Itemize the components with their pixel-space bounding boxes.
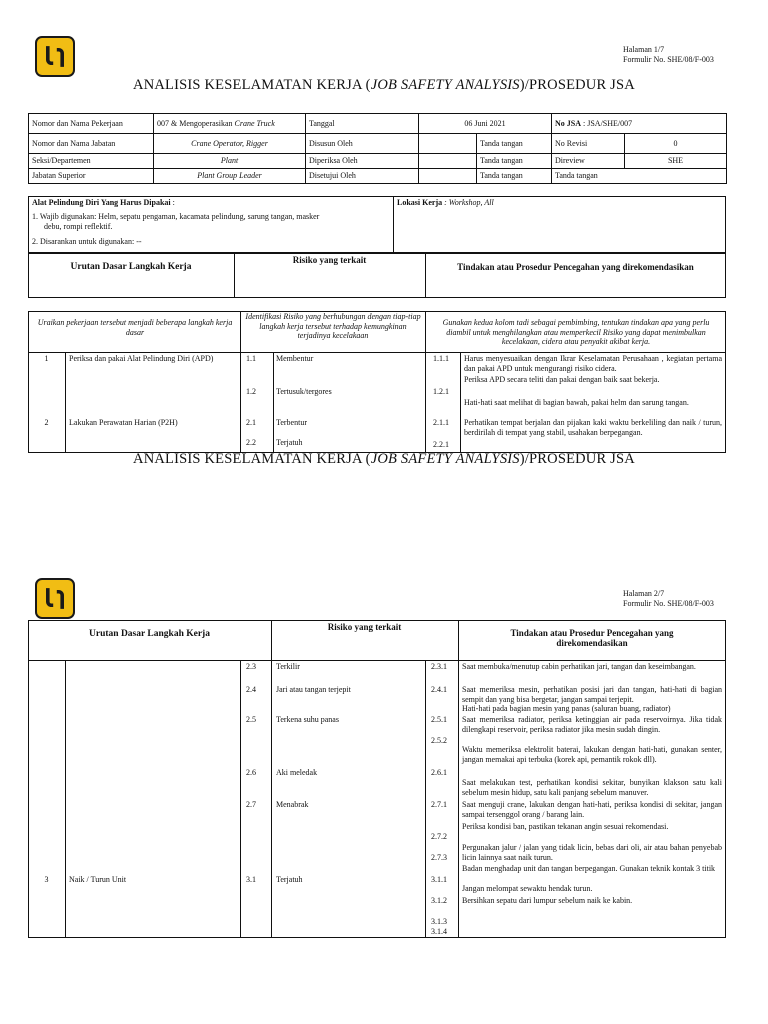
action-text: Waktu memeriksa elektrolit baterai, lakukan dengan hati-hati, gunakan senter, jangan memakai api terbuka (korek api, pemantik rokok dll). — [462, 745, 722, 764]
ppe-title: Alat Pelindung Diri Yang Harus Dipakai : — [32, 198, 175, 207]
action-number: 2.6.1 — [431, 768, 447, 777]
action-number: 2.5.1 — [431, 715, 447, 724]
form-number: Formulir No. SHE/08/F-003 — [623, 55, 714, 64]
work-location: Lokasi Kerja : Workshop, All — [397, 198, 494, 207]
date-label: Tanggal — [306, 114, 419, 134]
step-number: 2 — [44, 418, 49, 427]
position-label: Nomor dan Nama Jabatan — [29, 134, 154, 154]
divider — [458, 620, 459, 938]
job-label: Nomor dan Nama Pekerjaan — [29, 114, 154, 134]
reviewer-label: Direview — [552, 154, 625, 169]
risk-number: 2.6 — [246, 768, 256, 777]
job-value: 007 & Mengoperasikan Crane Truck — [154, 114, 306, 134]
col-header-actions: Tindakan atau Prosedur Pencegahan yang direkomendasikan — [510, 628, 674, 649]
divider — [460, 352, 461, 453]
page-number: Halaman 1/7 — [623, 45, 665, 54]
risk-text: Terbentur — [276, 418, 307, 427]
action-number: 3.1.2 — [431, 896, 447, 905]
guide-risks: Identifikasi Risiko yang berhubungan dengan tiap-tiap langkah kerja tersebut terhadap kemungkinan terjadinya kecelakaan — [245, 312, 421, 340]
company-logo-icon — [35, 578, 75, 619]
action-number: 3.1.4 — [431, 927, 447, 936]
divider — [65, 352, 66, 453]
step-text: Lakukan Perawatan Harian (P2H) — [69, 418, 178, 427]
col-header-risks: Risiko yang terkait — [327, 622, 402, 632]
col-header-actions: Tindakan atau Prosedur Pencegahan yang direkomendasikan — [457, 262, 694, 272]
risk-number: 2.2 — [246, 438, 256, 447]
divider — [28, 660, 726, 661]
superior-label: Jabatan Superior — [29, 169, 154, 184]
page-number: Halaman 2/7 — [623, 589, 665, 598]
date-value: 06 Juni 2021 — [419, 114, 552, 134]
action-text: Saat melakukan test, perhatikan kondisi sekitar, bunyikan klakson satu kali sebelum mesin hidup, satu kali panjang sebelum manuver. — [462, 778, 722, 797]
action-number: 2.3.1 — [431, 662, 447, 671]
sign-label: Tanda tangan — [477, 134, 552, 154]
risk-number: 1.1 — [246, 354, 256, 363]
action-number: 2.5.2 — [431, 736, 447, 745]
document-title: ANALISIS KESELAMATAN KERJA (JOB SAFETY ANALYSIS)/PROSEDUR JSA — [133, 77, 635, 93]
action-text: Periksa kondisi ban, pastikan tekanan angin sesuai rekomendasi. — [462, 822, 669, 831]
action-text: Perhatikan tempat berjalan dan pijakan kaki waktu berkeliling dan naik / turun, berdirilah di tempat yang stabil, usahakan berpegangan. — [464, 418, 722, 437]
action-text: Pergunakan jalur / jalan yang tidak licin, bebas dari oli, air atau bahan penyebab licin lainnya saat naik turun. — [462, 843, 722, 862]
action-text: Saat memeriksa radiator, periksa ketinggian air pada reservoirnya. Jika tidak dilengkapi reservoir, periksa radiator jika mesin sudah dingin. — [462, 715, 722, 734]
action-number: 2.7.2 — [431, 832, 447, 841]
reviewer-value: SHE — [625, 154, 727, 169]
jsa-number: No JSA : JSA/SHE/007 — [552, 114, 727, 134]
section-value: Plant — [154, 154, 306, 169]
approved-label: Disetujui Oleh — [306, 169, 419, 184]
risk-number: 2.5 — [246, 715, 256, 724]
section-label: Seksi/Departemen — [29, 154, 154, 169]
form-number: Formulir No. SHE/08/F-003 — [623, 599, 714, 608]
col-header-steps: Urutan Dasar Langkah Kerja — [89, 629, 210, 639]
action-text: Bersihkan sepatu dari lumpur sebelum naik ke kabin. — [462, 896, 633, 905]
divider — [240, 311, 241, 453]
divider — [240, 660, 241, 938]
action-text: Periksa APD secara teliti dan pakai dengan baik saat bekerja. — [464, 375, 660, 384]
risk-number: 2.4 — [246, 685, 256, 694]
risk-number: 3.1 — [246, 875, 256, 884]
divider — [393, 196, 394, 253]
risk-number: 2.7 — [246, 800, 256, 809]
action-text: Harus menyesuaikan dengan Ikrar Keselamatan Perusahaan , kegiatan pertama dan pakai APD untuk mengurangi risiko cidera. — [464, 354, 722, 373]
risk-text: Terjatuh — [276, 438, 303, 447]
col-header-risks: Risiko yang terkait — [292, 255, 367, 265]
sign-label: Tanda tangan — [477, 154, 552, 169]
step-text: Naik / Turun Unit — [69, 875, 127, 884]
prepared-value — [419, 134, 477, 154]
risk-number: 1.2 — [246, 387, 256, 396]
action-number: 2.7.3 — [431, 853, 447, 862]
superior-value: Plant Group Leader — [154, 169, 306, 184]
sign-label: Tanda tangan — [552, 169, 727, 184]
divider — [425, 660, 426, 938]
sign-label: Tanda tangan — [477, 169, 552, 184]
divider — [271, 620, 272, 938]
position-value: Crane Operator, Rigger — [154, 134, 306, 154]
risk-text: Aki meledak — [276, 768, 318, 777]
risk-text: Terkilir — [276, 662, 300, 671]
action-number: 2.7.1 — [431, 800, 447, 809]
divider — [28, 352, 726, 353]
guide-actions: Gunakan kedua kolom tadi sebagai pembimbing, tentukan tindakan apa yang perlu diambil untuk menghilangkan atau memperkecil Risiko yang dapat menimbulkan kecelakaan, cidera atau penyakit akibat kerja. — [442, 318, 710, 346]
risk-text: Menabrak — [276, 800, 309, 809]
step-number: 1 — [44, 354, 49, 363]
action-text: Saat membuka/menutup cabin perhatikan jari, tangan dan keseimbangan. — [462, 662, 696, 671]
guide-steps: Uraikan pekerjaan tersebut menjadi beberapa langkah kerja dasar — [37, 318, 233, 337]
action-text: Badan menghadap unit dan tangan berpegangan. Gunakan teknik kontak 3 titik — [462, 864, 716, 873]
checked-label: Diperiksa Oleh — [306, 154, 419, 169]
action-number: 2.4.1 — [431, 685, 447, 694]
col-header-steps: Urutan Dasar Langkah Kerja — [70, 262, 192, 272]
divider — [65, 660, 66, 938]
action-text: Saat menguji crane, lakukan dengan hati-hati, periksa kondisi di sekitar, jangan sampai tersenggol orang / barang lain. — [462, 800, 722, 819]
risk-text: Terjatuh — [276, 875, 303, 884]
prepared-label: Disusun Oleh — [306, 134, 419, 154]
risk-text: Jari atau tangan terjepit — [276, 685, 351, 694]
risk-number: 2.1 — [246, 418, 256, 427]
action-number: 3.1.3 — [431, 917, 447, 926]
action-text: Jangan melompat sewaktu hendak turun. — [462, 884, 593, 893]
action-text: Saat memeriksa mesin, perhatikan posisi jari dan tangan, hati-hati di bagian sempit dan yang bisa bergetar, jangan sampai terjepit. — [462, 685, 722, 704]
ppe-item-2: 2. Disarankan untuk digunakan: -- — [32, 237, 142, 246]
action-text: Hati-hati pada bagian mesin yang panas (saluran buang, radiator) — [462, 704, 671, 713]
risk-text: Tertusuk/tergores — [276, 387, 332, 396]
approved-value — [419, 169, 477, 184]
action-number: 3.1.1 — [431, 875, 447, 884]
revision-value: 0 — [625, 134, 727, 154]
step-number: 3 — [44, 875, 49, 884]
jsa-info-table — [28, 113, 727, 184]
risk-text: Terkena suhu panas — [276, 715, 339, 724]
action-number: 1.2.1 — [433, 387, 449, 396]
ppe-item-1: 1. Wajib digunakan: Helm, sepatu pengaman, kacamata pelindung, sarung tangan, masker — [32, 212, 320, 221]
action-text: Hati-hati saat melihat di bagian bawah, pakai helm dan sarung tangan. — [464, 398, 689, 407]
step-text: Periksa dan pakai Alat Pelindung Diri (APD) — [69, 354, 214, 363]
divider — [273, 352, 274, 453]
page-header-info — [623, 45, 714, 65]
company-logo-icon — [35, 36, 75, 77]
checked-value — [419, 154, 477, 169]
risk-number: 2.3 — [246, 662, 256, 671]
page-header-info — [623, 589, 714, 609]
ppe-item-1-cont: debu, rompi reflektif. — [44, 222, 113, 231]
action-number: 1.1.1 — [433, 354, 449, 363]
document-title-repeat: ANALISIS KESELAMATAN KERJA (JOB SAFETY ANALYSIS)/PROSEDUR JSA — [133, 451, 635, 467]
divider — [425, 311, 426, 453]
risk-text: Membentur — [276, 354, 314, 363]
revision-label: No Revisi — [552, 134, 625, 154]
action-number: 2.1.1 — [433, 418, 449, 427]
action-number: 2.2.1 — [433, 440, 449, 449]
divider — [425, 253, 426, 298]
